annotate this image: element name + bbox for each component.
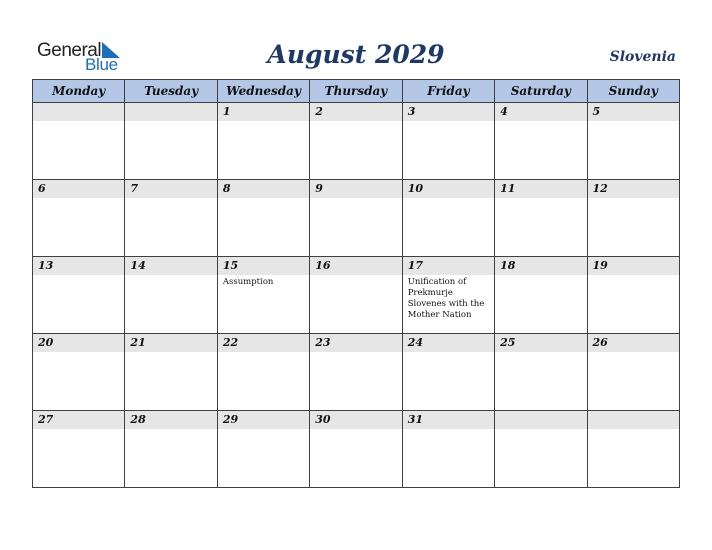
day-number: 27 xyxy=(38,413,54,426)
calendar-grid xyxy=(32,79,680,488)
week-row xyxy=(33,180,680,257)
day-number: 4 xyxy=(500,105,508,118)
day-number: 8 xyxy=(222,182,231,195)
day-cell[interactable] xyxy=(495,411,587,488)
holiday-label: Unification of Prekmurje Slovenes with the Mother Nation xyxy=(407,277,485,320)
day-number-bar xyxy=(310,334,401,352)
day-cell[interactable] xyxy=(587,180,679,257)
day-number: 18 xyxy=(500,259,516,272)
day-cell[interactable] xyxy=(310,411,402,488)
day-number-bar xyxy=(495,411,586,429)
weekday-header-saturday: Saturday xyxy=(495,80,587,103)
week-row xyxy=(33,334,680,411)
day-cell[interactable] xyxy=(33,257,125,334)
day-number xyxy=(495,411,586,414)
day-number-bar xyxy=(218,334,309,352)
day-number: 31 xyxy=(407,413,423,426)
day-number-bar xyxy=(125,411,216,429)
day-number: 1 xyxy=(222,105,231,118)
weekday-header-wednesday: Wednesday xyxy=(217,80,309,103)
day-number-bar xyxy=(33,180,124,198)
day-number-bar xyxy=(403,411,494,429)
day-cell[interactable] xyxy=(587,103,679,180)
day-cell[interactable] xyxy=(402,334,494,411)
day-cell[interactable] xyxy=(33,180,125,257)
day-number: 25 xyxy=(500,336,516,349)
day-number: 19 xyxy=(592,259,608,272)
day-cell[interactable] xyxy=(587,334,679,411)
day-cell[interactable] xyxy=(495,103,587,180)
day-number: 26 xyxy=(592,336,608,349)
day-number-bar xyxy=(588,180,679,198)
day-number-bar xyxy=(588,334,679,352)
day-number: 29 xyxy=(222,413,239,426)
day-number-bar xyxy=(588,257,679,275)
day-cell[interactable] xyxy=(125,334,217,411)
week-row xyxy=(33,257,680,334)
day-cell[interactable] xyxy=(495,334,587,411)
week-row xyxy=(33,103,680,180)
weekday-header-tuesday: Tuesday xyxy=(125,80,217,103)
day-number-bar xyxy=(125,334,216,352)
day-number-bar xyxy=(310,411,401,429)
day-number-bar xyxy=(588,103,679,121)
day-cell[interactable] xyxy=(402,180,494,257)
day-number: 2 xyxy=(315,105,323,118)
day-cell[interactable] xyxy=(125,257,217,334)
day-number-bar xyxy=(218,257,309,275)
day-number: 13 xyxy=(38,259,54,272)
day-number-bar xyxy=(218,411,309,429)
day-number xyxy=(33,103,124,106)
day-number-bar xyxy=(403,257,494,275)
day-cell[interactable] xyxy=(217,257,309,334)
day-number-bar xyxy=(33,411,124,429)
day-cell[interactable] xyxy=(310,180,402,257)
day-number: 30 xyxy=(315,413,331,426)
day-number-bar xyxy=(125,257,216,275)
weekday-header-row xyxy=(33,80,680,103)
day-cell[interactable] xyxy=(33,411,125,488)
day-number: 28 xyxy=(130,413,146,426)
day-number-bar xyxy=(33,103,124,121)
day-cell[interactable] xyxy=(217,411,309,488)
day-number: 21 xyxy=(130,336,146,349)
day-cell[interactable] xyxy=(402,257,494,334)
day-cell[interactable] xyxy=(125,180,217,257)
weekday-header-sunday: Sunday xyxy=(587,80,679,103)
day-cell[interactable] xyxy=(217,103,309,180)
day-number-bar xyxy=(33,334,124,352)
weekday-header-monday: Monday xyxy=(33,80,125,103)
day-number: 22 xyxy=(222,336,239,349)
day-number: 9 xyxy=(315,182,323,195)
day-number: 15 xyxy=(222,259,239,272)
day-cell[interactable] xyxy=(402,103,494,180)
day-number-bar xyxy=(310,103,401,121)
day-number-bar xyxy=(495,334,586,352)
day-number: 7 xyxy=(130,182,139,195)
day-number: 20 xyxy=(38,336,54,349)
day-cell[interactable] xyxy=(495,257,587,334)
day-cell[interactable] xyxy=(217,180,309,257)
day-number xyxy=(125,103,216,106)
day-number: 3 xyxy=(407,105,416,118)
day-number-bar xyxy=(33,257,124,275)
day-number: 6 xyxy=(38,182,46,195)
day-cell[interactable] xyxy=(33,103,125,180)
day-number: 14 xyxy=(130,259,146,272)
day-number-bar xyxy=(495,103,586,121)
calendar-title: August 2029 xyxy=(267,40,445,69)
weekday-header-thursday: Thursday xyxy=(310,80,402,103)
day-number: 16 xyxy=(315,259,331,272)
country-label: Slovenia xyxy=(609,49,676,65)
day-cell[interactable] xyxy=(310,103,402,180)
day-cell[interactable] xyxy=(310,334,402,411)
day-number-bar xyxy=(403,334,494,352)
day-number-bar xyxy=(218,103,309,121)
day-number-bar xyxy=(310,180,401,198)
calendar-body xyxy=(33,103,680,488)
day-number: 5 xyxy=(592,105,601,118)
day-number-bar xyxy=(403,103,494,121)
day-cell[interactable] xyxy=(33,334,125,411)
day-number xyxy=(588,411,679,414)
day-number-bar xyxy=(495,180,586,198)
day-cell[interactable] xyxy=(495,180,587,257)
day-number-bar xyxy=(218,180,309,198)
day-number-bar xyxy=(495,257,586,275)
day-cell[interactable] xyxy=(587,257,679,334)
day-number-bar xyxy=(403,180,494,198)
day-number-bar xyxy=(588,411,679,429)
logo-general-text: General xyxy=(37,40,102,61)
weekday-header-friday: Friday xyxy=(402,80,494,103)
day-cell[interactable] xyxy=(217,334,309,411)
day-number: 17 xyxy=(407,259,423,272)
day-number: 10 xyxy=(407,182,423,195)
day-cell[interactable] xyxy=(125,411,217,488)
day-number-bar xyxy=(310,257,401,275)
day-cell[interactable] xyxy=(402,411,494,488)
day-number: 11 xyxy=(500,182,516,195)
day-number: 12 xyxy=(592,182,608,195)
day-cell[interactable] xyxy=(310,257,402,334)
week-row xyxy=(33,411,680,488)
day-number-bar xyxy=(125,180,216,198)
day-cell[interactable] xyxy=(125,103,217,180)
logo-blue-text: Blue xyxy=(85,55,118,74)
day-number-bar xyxy=(125,103,216,121)
day-number: 24 xyxy=(407,336,423,349)
day-cell[interactable] xyxy=(587,411,679,488)
day-number: 23 xyxy=(315,336,331,349)
holiday-label: Assumption xyxy=(222,277,274,287)
